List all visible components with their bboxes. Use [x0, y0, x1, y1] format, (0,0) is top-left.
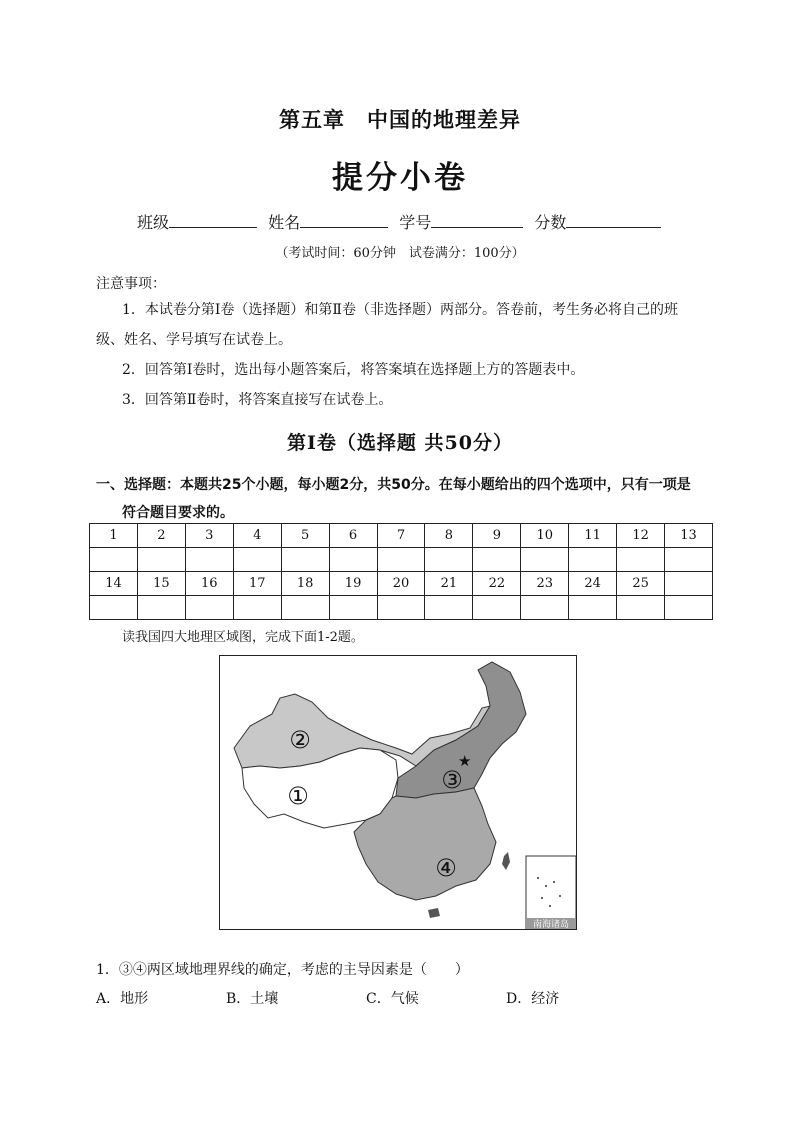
- table-cell: 1: [90, 524, 138, 548]
- name-label: 姓名: [268, 213, 301, 232]
- option-a[interactable]: A．地形: [96, 991, 149, 1007]
- region-label-4: ④: [435, 854, 457, 882]
- answer-cell[interactable]: [425, 548, 473, 572]
- answer-cell[interactable]: [569, 596, 617, 620]
- table-cell: 8: [425, 524, 473, 548]
- page-title: 提分小卷: [332, 160, 468, 196]
- answer-cell[interactable]: [185, 596, 233, 620]
- answer-cell[interactable]: [90, 596, 138, 620]
- table-cell: 6: [329, 524, 377, 548]
- table-cell: 23: [521, 572, 569, 596]
- class-label: 班级: [137, 213, 170, 232]
- class-field[interactable]: [137, 210, 257, 233]
- answer-cell[interactable]: [233, 596, 281, 620]
- table-cell: 11: [569, 524, 617, 548]
- question-1-options: [96, 988, 716, 1008]
- table-row: [90, 572, 713, 596]
- answer-cell[interactable]: [521, 596, 569, 620]
- notice-item-3: 3．回答第Ⅱ卷时，将答案直接写在试卷上。: [122, 392, 393, 408]
- student-info-row: [137, 210, 697, 233]
- table-cell: 9: [473, 524, 521, 548]
- region-label-1: ①: [287, 782, 309, 810]
- answer-cell[interactable]: [425, 596, 473, 620]
- answer-cell[interactable]: [521, 548, 569, 572]
- capital-star-icon: ★: [458, 752, 472, 770]
- map-prompt: 读我国四大地理区域图，完成下面1-2题。: [122, 630, 364, 645]
- answer-cell[interactable]: [617, 596, 665, 620]
- table-cell: 22: [473, 572, 521, 596]
- answer-cell[interactable]: [569, 548, 617, 572]
- name-blank[interactable]: [300, 211, 388, 228]
- answer-cell[interactable]: [281, 596, 329, 620]
- answer-cell[interactable]: [329, 596, 377, 620]
- exam-time: （考试时间：60分钟 试卷满分：100分）: [275, 246, 525, 261]
- table-cell: 17: [233, 572, 281, 596]
- table-cell: 13: [665, 524, 713, 548]
- question-1-stem: 1．③④两区域地理界线的确定，考虑的主导因素是（ ）: [96, 962, 469, 978]
- answer-cell[interactable]: [617, 548, 665, 572]
- score-field[interactable]: [534, 210, 661, 233]
- table-cell: 5: [281, 524, 329, 548]
- notice-item-1-line2: 级、姓名、学号填写在试卷上。: [96, 332, 292, 348]
- table-cell: 24: [569, 572, 617, 596]
- table-cell: 20: [377, 572, 425, 596]
- table-cell: 14: [90, 572, 138, 596]
- notice-item-1-line1: 1．本试卷分第Ⅰ卷（选择题）和第Ⅱ卷（非选择题）两部分。答卷前，考生务必将自己的班: [122, 302, 678, 318]
- option-d[interactable]: D．经济: [506, 991, 560, 1007]
- answer-cell[interactable]: [377, 596, 425, 620]
- class-blank[interactable]: [169, 211, 257, 228]
- answer-cell[interactable]: [473, 548, 521, 572]
- answer-cell[interactable]: [473, 596, 521, 620]
- student-id-field[interactable]: [399, 210, 523, 233]
- table-cell: 18: [281, 572, 329, 596]
- table-cell: 10: [521, 524, 569, 548]
- table-row: [90, 596, 713, 620]
- answer-cell[interactable]: [281, 548, 329, 572]
- answer-cell[interactable]: [233, 548, 281, 572]
- option-b[interactable]: B．土壤: [226, 991, 279, 1007]
- answer-cell[interactable]: [665, 596, 713, 620]
- answer-cell[interactable]: [90, 548, 138, 572]
- answer-cell[interactable]: [185, 548, 233, 572]
- table-cell: 16: [185, 572, 233, 596]
- notice-item-2: 2．回答第Ⅰ卷时，选出每小题答案后，将答案填在选择题上方的答题表中。: [122, 362, 585, 378]
- answer-cell[interactable]: [137, 596, 185, 620]
- table-cell: 25: [617, 572, 665, 596]
- region-label-2: ②: [289, 726, 311, 754]
- name-field[interactable]: [268, 210, 388, 233]
- region-label-3: ③: [441, 766, 463, 794]
- table-cell: 3: [185, 524, 233, 548]
- table-cell: 19: [329, 572, 377, 596]
- answer-cell[interactable]: [137, 548, 185, 572]
- answer-cell[interactable]: [665, 548, 713, 572]
- answer-table: [89, 523, 713, 620]
- table-cell: 12: [617, 524, 665, 548]
- chapter-title: 第五章 中国的地理差异: [279, 107, 521, 132]
- table-cell: 15: [137, 572, 185, 596]
- table-row: [90, 524, 713, 548]
- table-cell: [665, 572, 713, 596]
- option-c[interactable]: C．气候: [366, 991, 419, 1007]
- notice-heading: 注意事项：: [96, 276, 166, 292]
- china-region-map: [219, 655, 577, 930]
- table-cell: 4: [233, 524, 281, 548]
- taiwan-island: [502, 852, 510, 870]
- table-cell: 7: [377, 524, 425, 548]
- table-cell: 21: [425, 572, 473, 596]
- section-intro-line1: 一、选择题：本题共25个小题，每小题2分，共50分。在每小题给出的四个选项中，只有一项是: [96, 477, 691, 493]
- inset-label: 南海诸岛: [532, 920, 570, 929]
- table-cell: 2: [137, 524, 185, 548]
- score-blank[interactable]: [566, 211, 661, 228]
- student-id-blank[interactable]: [431, 211, 523, 228]
- answer-cell[interactable]: [377, 548, 425, 572]
- score-label: 分数: [534, 213, 567, 232]
- map-figure: [220, 656, 576, 929]
- student-id-label: 学号: [399, 213, 432, 232]
- answer-cell[interactable]: [329, 548, 377, 572]
- section-title: 第Ⅰ卷（选择题 共50分）: [287, 432, 513, 454]
- section-intro-line2: 符合题目要求的。: [122, 505, 234, 521]
- table-row: [90, 548, 713, 572]
- hainan-island: [428, 908, 440, 918]
